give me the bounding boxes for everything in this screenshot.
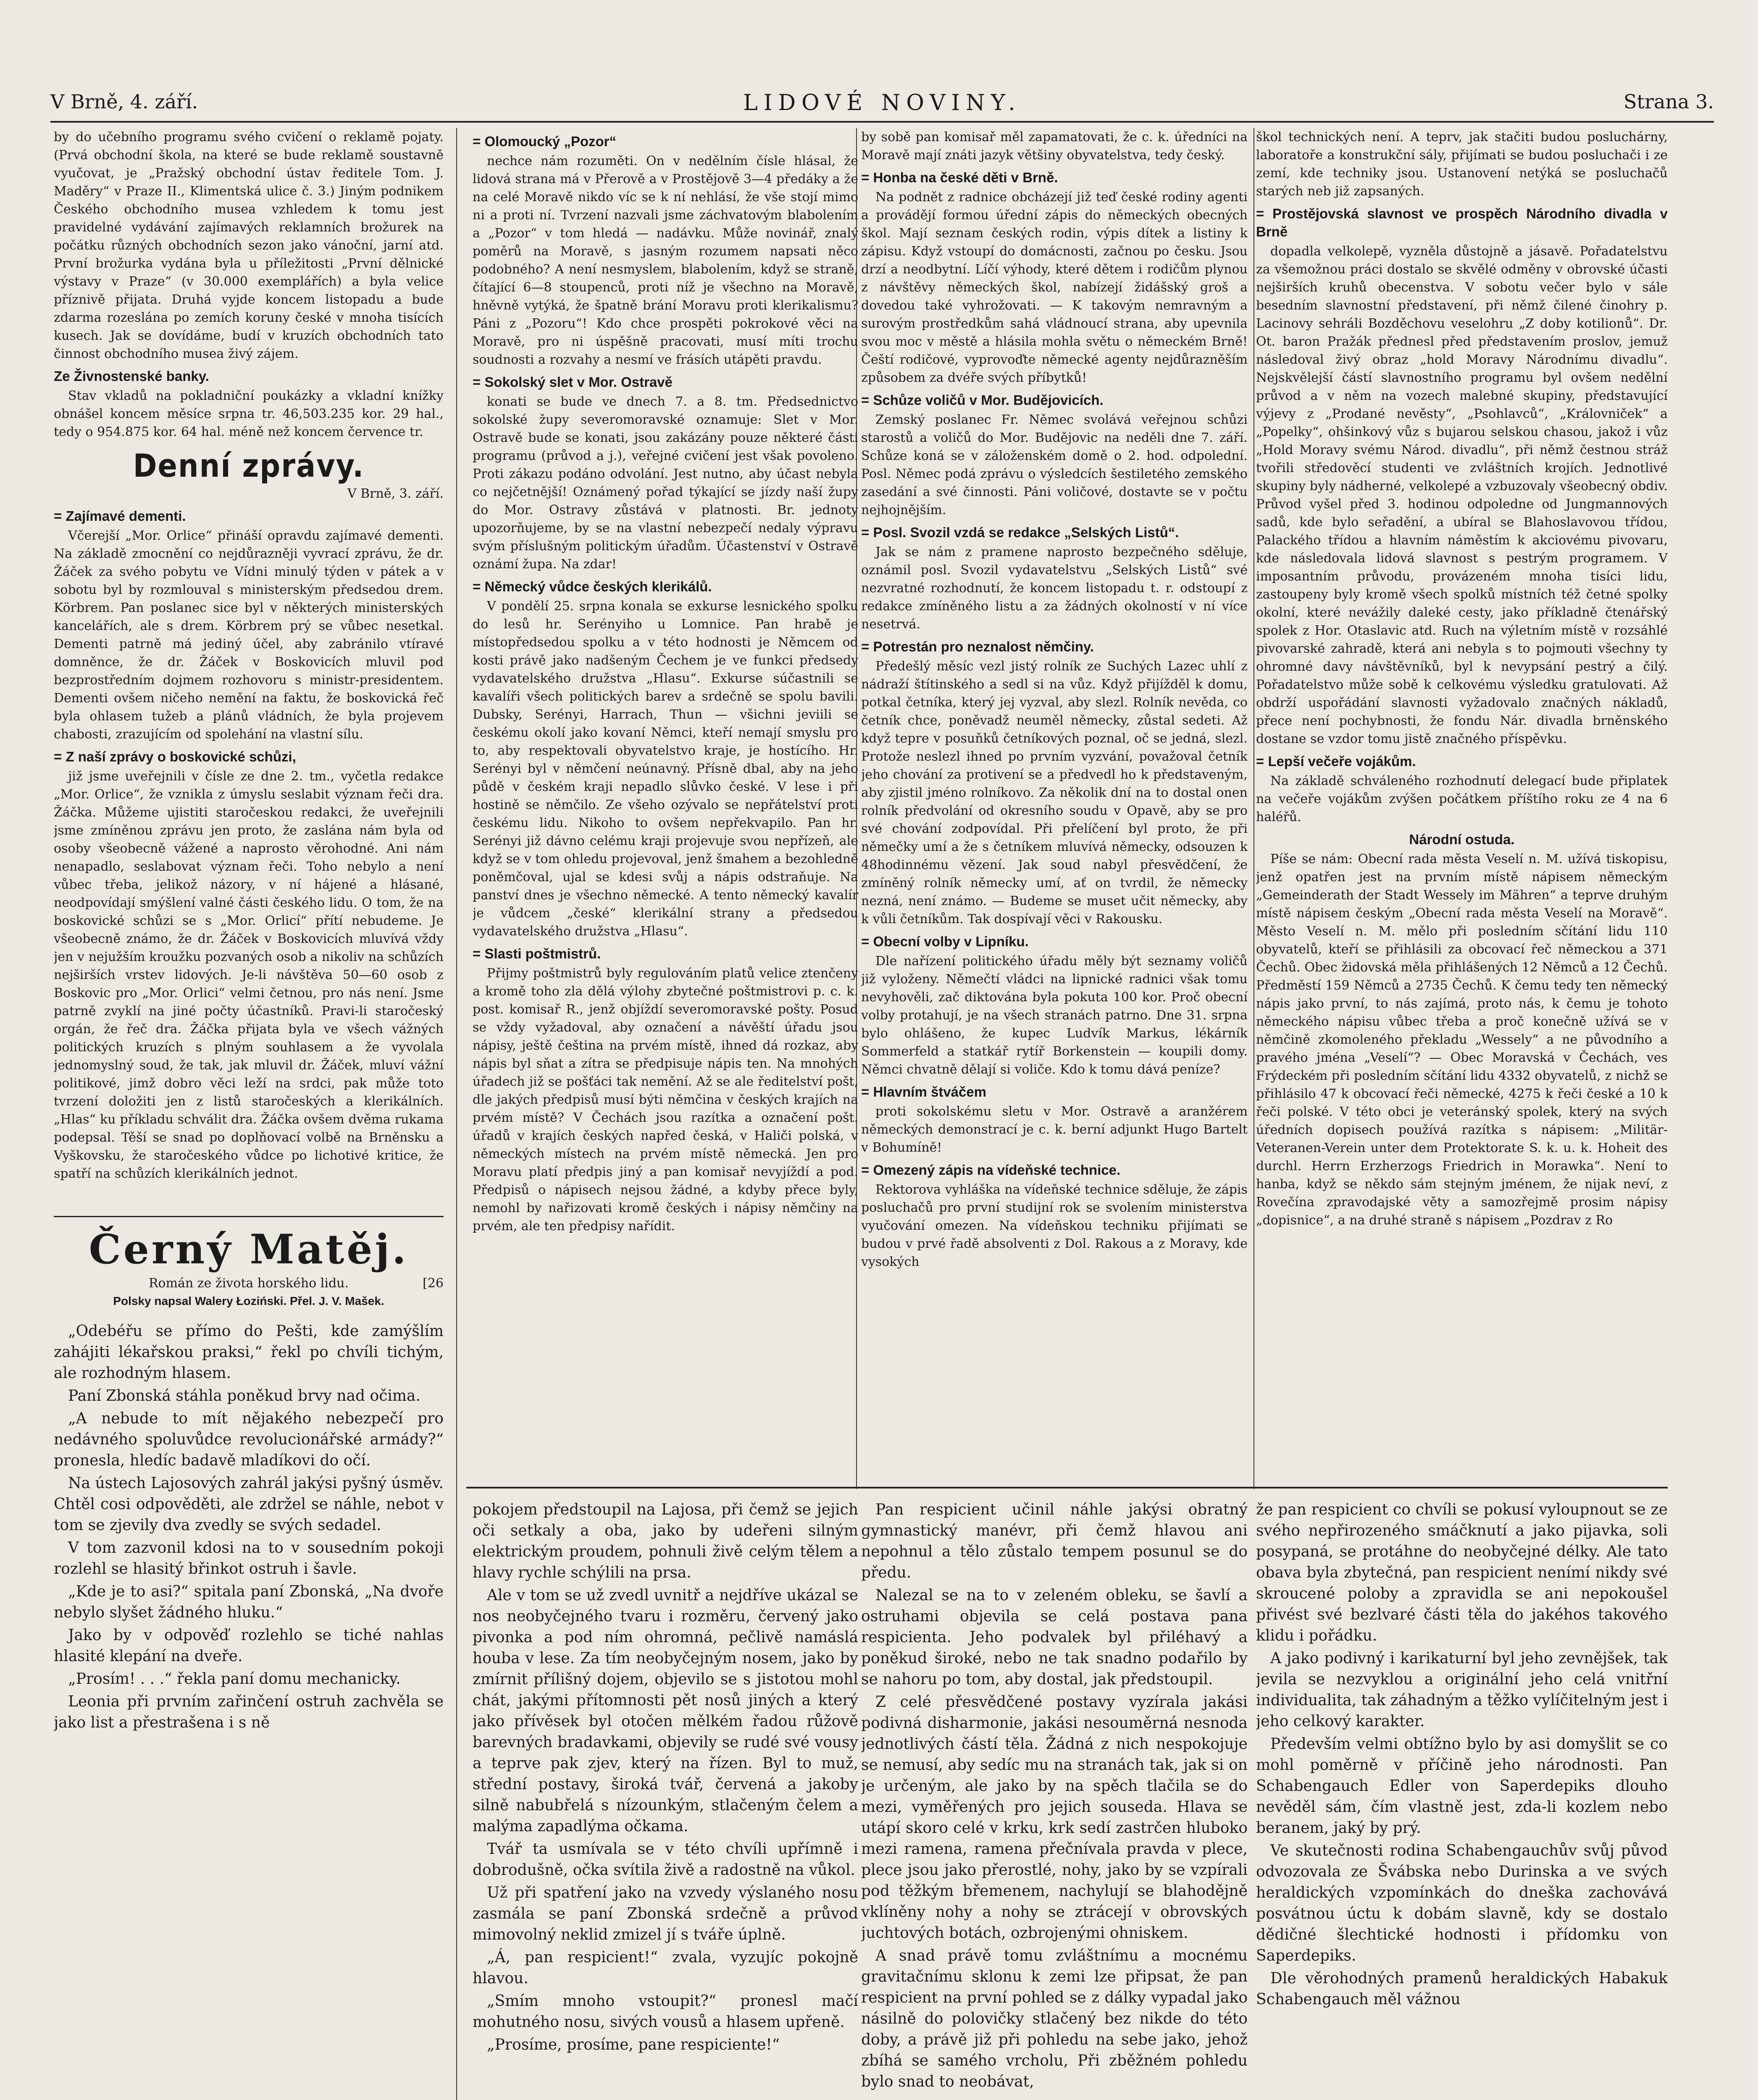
svozil-paragraph: Jak se nám z pramene naprosto bezpečného sděluje, oznámil posl. Svozil vydavatelstvu „Selských Listů“ své nezvratné rozhodnutí, že koncem listopadu t. r. odstoupí z redakce zmíněného listu a za žádných okolností v ní více nesetrvá.	[861, 545, 1248, 632]
feuilleton-rule	[466, 1487, 1668, 1488]
feuilleton-paragraph: že pan respicient co chvíli se pokusí vyloupnout se ze svého nepřirozeného smáčknutí a jako pijavka, soli posypaná, se protáhne do neobyčejné délky. Ale tato obava byla zbytečná, pan respicient nenímí nikdy své skroucené poloby a zpravidla se ani nepokoušel přivést své bezlvaré části těla do jakéhos takového klidu i pořádku.	[1256, 1501, 1668, 1644]
ostuda-paragraph: Píše se nám: Obecní rada města Veselí n. M. užívá tiskopisu, jenž opatřen jest na prvním místě nápisem německým „Gemeinderath der Stadt Wessely im Mähren“ a teprve druhým místě nápisem českým „Obecní rada města Veselí na Moravě“. Město Veselí n. M. mělo při posledním sčítání lidu 110 obyvatelů, kteří se přihlásili za obcovací řeč německou a 371 Čechů. Obec židovská měla přihlášených 12 Němců a 12 Čechů. Předměstí 159 Němců a 2735 Čechů. K čemu tedy ten německý nápis jako první, to nás zajímá, proto nás, k čemu je tohoto německého nápisu vůbec třeba a proč konečně užívá se v němčině zkomoleného překladu „Wessely“ a ne původního a pravého jména „Veselí“? — Obec Moravská v Čechách, ves Frýdeckém při posledním sčítání lidu 4332 obyvatelů, z nichž se přihlásilo 47 k obcovací řeči německé, 4275 k řeči české a 10 k řeči polské. V této obci je veteránský spolek, který na svých úředních dopisech používá razítka s nápisem: „Militär-Veteranen-Verein unter dem Protektorate S. k. u. k. Hoheit des durchl. Herrn Erzherzogs Friedrich in Morawka“. Není to hanba, když se někdo sám stejným jménem, že nijak neví, z Rovečína zpravodajské věty a samozřejmě prosim nápisy „dopisnice“, a na druhé straně s nápisem „Pozdrav z Ro	[1256, 852, 1668, 1228]
newspaper-title: LIDOVÉ NOVINY.	[743, 90, 1021, 116]
feuilleton-paragraph: Už při spatření jako na vzvedy výslaného nosu zasmála se paní Zbonská srdečně a průvod mimovolný neklid zmizel jí s tváře úplně.	[473, 1884, 858, 1943]
novel-paragraph: „Odebéřu se přímo do Pešti, kde zamýšlím zahájiti lékařskou praksi,“ řekl po chvíli tichým, ale rozhodným hlasem.	[54, 1323, 444, 1382]
stvac-heading: = Hlavním štváčem	[861, 1084, 987, 1100]
postmistri-heading: = Slasti poštmistrů.	[473, 946, 601, 961]
column-3	[861, 128, 1248, 1476]
novel-title: Černý Matěj.	[89, 1226, 409, 1273]
boskovice-heading: = Z naší zprávy o boskovické schůzi,	[54, 749, 296, 764]
feuilleton-paragraph: Dle věrohodných pramenů heraldických Habakuk Schabengauch měl vážnou	[1256, 1970, 1668, 2008]
vecere-heading: = Lepší večeře vojákům.	[1256, 753, 1416, 769]
column-divider	[456, 128, 457, 2100]
novel-paragraph: „Kde je to asi?“ spitala paní Zbonská, „Na dvoře nebylo slyšet žádného hluku.“	[54, 1583, 444, 1621]
svozil-heading: = Posl. Svozil vzdá se redakce „Selských Listů“.	[861, 525, 1179, 540]
feuilleton-paragraph: A jako podivný i karikaturní byl jeho zevnějšek, tak jevila se nezvyklou a originální jeho celá vnitřní individualita, tak záhadným a těžko vylíčitelným jest i jeho celkový karakter.	[1256, 1650, 1668, 1730]
novel-paragraph: „Prosím! . . .“ řekla paní domu mechanicky.	[68, 1670, 401, 1688]
feuilleton-paragraph: Pan respicient učinil náhle jakýsi obratný gymnastický manévr, při čemž hlavou ani nepohnul a tělo zůstalo tempem posunul se do předu.	[861, 1501, 1248, 1581]
vecere-paragraph: Na základě schváleného rozhodnutí delegací bude připlatek na večeře vojákům zvýšen počátkem příštího roku ze 4 na 6 haléřů.	[1256, 774, 1668, 824]
novel-paragraph: V tom zazvonil kdosi na to v sousedním pokoji rozlehl se hlasitý břinkot ostruh i šavle.	[54, 1539, 444, 1578]
column-2	[473, 128, 858, 1476]
feuilleton-paragraph: Z celé přesvědčené postavy vyzírala jakási podivná disharmonie, jakási nesouměrná nesnoda jednotlivých částí těla. Žádná z nich nespokojuje se nemusí, aby sedíc mu na stranách tak, jak si on je určeným, ale jako by na spěch tlačila se do mezi, vyměřených pro jejich souseda. Hlava se utápí skoro celé v krku, krk sedí zastrčen hluboko mezi ramena, ramena přečnívala pravda v plece, plece jsou jako přerostlé, nohy, jako by se vzpírali pod těžkým břemenem, nachylují se blahodějně vklíněny nohy a nohy se ztrácejí v obrovských juchtových botách, ozbrojenými ohniskem.	[861, 1693, 1248, 1942]
page-number: Strana 3.	[1624, 90, 1714, 113]
feuilleton-paragraph: „Á, pan respicient!“ zvala, vyzujíc pokojně hlavou.	[473, 1949, 858, 1987]
vudce-paragraph: V pondělí 25. srpna konala se exkurse lesnického spolku do lesů hr. Serényiho u Lomnice. Pan hrabě je místopředsedou spolku a v této hodnosti je Němcem od kosti právě jako nadšeným Čechem je ve funkci předsedy vydavatelského družstva „Hlasu“. Exkurse súčastnili se kavalíři všech politických barev a srdečně se spolu bavili. Dubsky, Serényi, Harrach, Thun — všichni jeviili se českému okolí jako kovaní Němci, kteří nemají smyslu pro to, aby respektovali obyvatelstvo kraje, je hostícího. Hr. Serényi byl v němčení neúnavný. Přísně dbal, aby na jeho půdě v českém kraji nepadlo slůvko české. V lese i při hostině se němčilo. Ze všeho ozývalo se nepřátelství proti českému lidu. Nikoho to ovšem nepřekvapilo. Pan hr. Serényi již dávno celému kraji projevuje svou nepřízeň, ale když se v tom ohledu projevoval, jenž šmahem a bezohledně poněmčoval, ujal se kdesi svůj a nápis odstraňuje. Na panství dnes je všechno německé. A tento německý kavalír je vůdcem „české“ klerikální strany a předsedou vydavatelského družstva „Hlasu“.	[473, 599, 858, 939]
technika-paragraph: škol technických není. A teprv, jak stačiti budou posluchárny, laboratoře a konstrukční sály, přijímati se budou posluchači i ze zemí, kde techniky jsou. Ustanovení netýká se posluchačů starých neb již zapsaných.	[1256, 130, 1668, 199]
column-1	[54, 128, 444, 1216]
potrestan-paragraph: Předešlý měsíc vezl jistý rolník ze Suchých Lazec uhlí z nádraží štítinského a sedl si na vůz. Když přijížděl k domu, potkal četníka, který jej vyzval, aby slezl. Rolník nevěda, co četník chce, poněvadž neuměl německy, zůstal sedeti. Až když tepre v posuňků četníkových poznal, oč se jedná, slezl. Protože neslezl ihned po prvním vyzvání, považoval četník jeho chování za protivení se a předvedl ho k představeným, aby zjistil jméno rolníkovo. Za několik dní na to dostal onen rolník předvolání od okresního soudu v Opavě, aby se pro své chování zodpovídal. Při přelíčení byl proto, že při němečky umí a že s četníkem mluvívá německy, odsouzen k 48hodinnému vězení. Jak soud nabyl přesvědčení, že zmíněný rolník německy umí, ať on tvrdil, že německy nezná, není známo. — Budeme se muset učit německy, aby k vůli četníkům. Tak dospívají věci v Rakousku.	[861, 659, 1248, 927]
feuilleton-paragraph: „Smím mnoho vstoupit?“ pronesl mačí mohutného nosu, sivých vousů a hlasem upřeně.	[473, 1992, 858, 2031]
dementi-paragraph: Včerejší „Mor. Orlice“ přináší opravdu zajímavé dementi. Na základě zmocnění co nejdůrazněji vyvrací zprávu, že dr. Žáček za svého pobytu ve Vídni minulý týden v pátek a v sobotu byl by rozmlouval s ministerským předsedou drem. Körbrem. Pan poslanec sice byl v některých ministerských kancelářích, ale s drem. Körbrem prý se vůbec nesetkal. Dementi patrně má jediný účel, aby zabránilo vtíravé domněnce, že dr. Žáček v Boskovicích mluvil pod bezprostředním dojmem rozhovoru s ministr-presidentem. Dementi ovšem ničeho nemění na faktu, že boskovická řeč byla ohlasem tužeb a plánů vládních, že byla projevem chabosti, zrazujícím od spolehání na vlastní sílu.	[54, 528, 444, 742]
column-4	[1256, 128, 1668, 1476]
prostejov-heading: = Prostějovská slavnost ve prospěch Národního divadla v Brně	[1256, 206, 1668, 239]
feuilleton-paragraph: Nalezal se na to v zeleném obleku, se šavlí a ostruhami objevila se celá postava pana respicienta. Jeho podvalek byl přiléhavý a poněkud široké, nebo ne tak snadno podařilo by se nahoru po tom, aby dostal, jak předstoupil.	[861, 1587, 1248, 1688]
novel-installment: [26	[423, 1276, 444, 1291]
olomouc-heading: = Olomoucký „Pozor“	[473, 134, 616, 149]
novel-subtitle: Román ze života horského lidu.	[148, 1276, 349, 1291]
feuilleton-paragraph: Především velmi obtížno bylo by asi domyšlit se co mohl poměrně v příčině jeho národnosti. Pan Schabengauch Edler von Saperdepiks dlouho nevěděl sám, čím vlastně jest, zda-li kozlem nebo beranem, jaký by prý.	[1256, 1735, 1668, 1837]
banka-heading: Ze Živnostenské banky.	[54, 368, 209, 384]
column-divider	[1253, 128, 1254, 1489]
olomouc-paragraph: nechce nám rozuměti. On v nedělním čísle hlásal, že lidová strana má v Přerově a v Prostějově 3—4 předáky a že na celé Moravě nikdo víc se k ní nehlásí, že vše stojí mimo ni a proti ní. Tvrzení nazvali jsme záchvatovým blabolením a „Pozor“ v tom hledá — nadávku. Může novinář, znalý poměrů na Moravě, s jasným rozumem napsati něco podobného? A není nesmyslem, blabolením, když se straně, čítající 6—8 stoupenců, proti níž je všechno na Moravě, hněvně vytýká, že špatně brání Moravu proti klerikalismu? Páni z „Pozoru“! Kdo chce prospěti pokrokové věci na Moravě, pro ni úspěšně pracovati, musí míti trochu soudnosti a rozvahy a nesmí ve frásích utápěti pravdu.	[473, 154, 858, 367]
vudce-heading: = Německý vůdce českých klerikálů.	[473, 579, 712, 594]
komisar-paragraph: by sobě pan komisař měl zapamatovati, že c. k. úředníci na Moravě mají znáti jazyk většiny obyvatelstva, tedy český.	[861, 130, 1248, 163]
feuilleton-column-3	[861, 1499, 1248, 2100]
novel-column-1	[54, 1321, 444, 2100]
schuze-heading: = Schůze voličů v Mor. Budějovicích.	[861, 392, 1104, 408]
novel-paragraph: Paní Zbonská stáhla poněkud brvy nad očima.	[68, 1387, 420, 1404]
novel-paragraph: Jako by v odpověď rozlehlo se tiché nahlas hlasité klepání na dveře.	[54, 1627, 444, 1665]
novel-author: Polsky napsal Walery Łoziński. Přel. J. V. Mašek.	[113, 1294, 384, 1307]
dementi-heading: = Zajímavé dementi.	[54, 508, 186, 524]
museum-paragraph: by do učebního programu svého cvičení o reklamě pojaty. (Prvá obchodní škola, na které se bude reklamě soustavně vyučovat, je „Pražský obchodní ústav ředitele Tom. J. Maděry“ v Praze II., Klimentská ulice č. 3.) Jiným podnikem Českého obchodního musea vzhledem k tomu jest pravidelné vydávání zajímavých reklamních brožurek na počátku různých obchodních sezon jako vánoční, jarní atd. První brožurka vydána byla u příležitosti „První dělnické výstavy v Praze“ (v 30.000 exemplářích) a byla velice příznivě přijata. Druhá vyjde koncem listopadu a bude zdarma rozeslána po zemích koruny české v mnoha tisících kusech. Jak se dovídáme, budí v kruzích obchodních tato činnost obchodního musea živý zájem.	[54, 130, 444, 361]
zapis-paragraph: Rektorova vyhláška na vídeňské technice sděluje, že zápis posluchačů pro první studijní rok se svolením ministerstva vyučování omezen. Na vídeňskou techniku přijímati se budou v prvé řadě absolventi z Dol. Rakous a z Moravy, kde vysokých	[861, 1182, 1248, 1269]
volby-heading: = Obecní volby v Lipníku.	[861, 934, 1029, 949]
dateline: V Brně, 3. září.	[347, 486, 444, 501]
novel-subtitle-block	[54, 1275, 444, 1310]
honba-heading: = Honba na české děti v Brně.	[861, 170, 1058, 185]
potrestan-heading: = Potrestán pro neznalost němčiny.	[861, 639, 1094, 654]
stvac-paragraph: proti sokolskému sletu v Mor. Ostravě a aranžérem německých demonstrací je c. k. berní adjunkt Hugo Bartelt v Bohumíně!	[861, 1104, 1248, 1155]
volby-paragraph: Dle nařízení politického úřadu měly být seznamy voličů již vyloženy. Němečtí vládci na lipnické radnici však tomu nevyhověli, zač diktována byla pokuta 100 kor. Proč obecní volby protahují, je na všech stranách patrno. Dne 31. srpna bylo ohlášeno, že kupec Ludvík Markus, lékárník Sommerfeld a statkář rytíř Borkenstein — koupili domy. Němci chvatně dělají si voliče. Kdo k tomu dává peníze?	[861, 954, 1248, 1077]
novel-paragraph: Leonia při prvním zařinčení ostruh zachvěla se jako list a přestrašena i s ně	[54, 1693, 444, 1731]
feuilleton-paragraph: Ve skutečnosti rodina Schabengauchův svůj původ odvozovala ze Švábska nebo Durinska a ve svých heraldických vzpomínkách do dneška zachovává posvátnou úctu k dobám slavně, kdy se dostalo dědičné šlechtické hodnosti i přídomku von Saperdepiks.	[1256, 1842, 1668, 1964]
honba-paragraph: Na podnět z radnice obcházejí již teď české rodiny agenti a provádějí formou úřední zápis do německých obecných škol. Mají seznam českých rodin, výpis dítek a listiny k zápisu. Když vstoupí do domácnosti, začnou po česku. Jsou drzí a neodbytní. Líčí výhody, které dětem i rodičům plynou z návštěvy německých škol, nabízejí židášský groš a dovedou také vyhrožovati. — K takovým nemravným a surovým prostředkům sahá vládnoucí strana, aby upevnila svou moc v městě a hlásila mohla světu o německém Brně! Čeští rodičové, vyprovoďte německé agenty nejdůrazněším způsobem za dvéře svých příbytků!	[861, 190, 1248, 385]
header-date: V Brně, 4. září.	[50, 90, 198, 113]
boskovice-paragraph: již jsme uveřejnili v čísle ze dne 2. tm., vyčetla redakce „Mor. Orlice“, že vznikla z úmyslu seslabit význam řeči dra. Žáčka. Můžeme ujistiti staročeskou redakci, že uveřejnili jsme zmíněnou zprávu jen proto, že zaslána nám byla od osoby všeobecně vážené a naprosto věrohodné. Ani nám nenapadlo, seslabovat význam řeči. Toho nebylo a není vůbec třeba, jelikož názory, v ní hájené a hlásané, neodpovídají smýšlení valné části českého lidu. O tom, že na boskovické schůzi se s „Mor. Orlicí“ přítí nebudeme. Je všeobecně známo, že dr. Žáček v Boskovicích mluvívá vždy jen v nejužším kroužku pozvaných osob a nikoliv na schůzích nejširších vrstev lidových. Je-li návštěva 50—60 osob z Boskovic pro „Mor. Orlici“ velmi četnou, pro nás není. Jsme patrně zvyklí na jiné počty účastníků. Pravi-li staročeský orgán, že řeč dra. Žáčka přijata byla ve všech vážných politických kruzích s plným souhlasem a že vyvolala jednomyslný soud, že tak, jak mluvil dr. Žáček, mluví vážní politikové, jimž dobro věci leží na srdci, pak může toto tvrzení doložiti jen z listů staročeských a klerikálních. „Hlas“ ku příkladu schválit dra. Žáčka ovšem dvěma rukama podepsal. Těší se snad po doplňovací volbě na Brněnsku a Vyškovsku, že staročeského vůdce po lichotivé kritice, že spatří na schůzích klerikálních jednot.	[54, 769, 444, 1181]
postmistri-paragraph: Přijmy poštmistrů byly regulováním platů velice ztenčeny a kromě toho zla dělá výlohy zbytečné poštmistrovi p. c. k. post. komisař R., jenž objíždí severomoravské pošty. Posud se vždy vyžadoval, aby označení a návěští úřadu jsou nápisy, ještě čeština na prvém místě, ihned dá rozkaz, aby nápis byl sňat a zítra se předpisuje nápis ten. Na mnohých úřadech již se pošťáci tak nemění. Až se ale ředitelství pošt, dle jakých předpisů musí býti němčina v českých krajích na prvém místě? V Čechách jsou razítka a označení pošt. úřadů v krajích českých napřed česká, v Haliči polská, v německých místech na prvém místě německá. Jen pro Moravu platí předpis jiný a pan komisař nevyjíždí a pod. Předpisů o nápisech nejsou žádné, a kdyby přece byly, nemohl by nařizovati kromě českých i nápisy němčiny na prvém, ale ten předpisy nařídit.	[473, 966, 858, 1234]
novel-rule	[54, 1216, 444, 1217]
feuilleton-column-4	[1256, 1499, 1668, 2100]
prostejov-paragraph: dopadla velkolepě, vyzněla důstojně a jásavě. Pořadatelstvu za všemožnou práci dostalo se skvělé odměny v obrovské účasti nejširších kruhů obecenstva. V sobotu večer bylo v sále besedním slavnostní představení, při němž čilené činohry p. Lacinovy sehráli Bozděchovu veselohru „Z doby kotilionů“. Dr. Ot. baron Pražák přednesl před představením proslov, jemuž následoval živý obraz „hold Moravy Národnímu divadlu“. Nejskvělejší částí slavnostního programu byl ovšem nedělní průvod a v něm na vozech malebné skupiny, představující výjevy z „Prodané nevěsty“, „Psohlavců“, „Královniček“ a „Popelky“, ohšinkový vůz s bujarou selskou chasou, jakož i vůz „Hold Moravy svému Národ. divadlu“, při němž čestnou stráž tvořili středověcí studenti ve zvláštních krojích. Jednotlivé skupiny byly nádherné, velkolepé a vzbuzovaly všeobecný obdiv. Průvod vyšel před 3. hodinou odpoledne od Jungmannových sadů, kde bylo seřadění, a ubíral se Blahoslavovou třídou, Palackého třídou a hlavním náměstím k akciovému pivovaru, kde následovala lidová slavnost s pestrým programem. V imposantním průvodu, provázeném mnoha tisíci lidu, zastoupeny byly kromě všech spolků místních též četné spolky okolní, které nevážily daleké cesty, jako příkladně čtenářský spolek z Hor. Otaslavic atd. Ruch na výletním místě v rozsáhlé pivovarské zahradě, která ani nebyla s to pojmouti všechny ty ohromné davy návštěvníků, byl k nevypsání pestrý a čilý. Pořadatelstvo může sobě k celkovému výsledku gratulovati. Až obdrží uspořádání slavnosti vyžadovalo značných nákladů, přece není pochybnosti, že fondu Nár. divadla brněnského dostane se vzdor tomu jistě značného příspěvku.	[1256, 244, 1668, 746]
novel-paragraph: Na ústech Lajosových zahrál jakýsi pyšný úsměv. Chtěl cosi odpověděti, ale zdržel se náhle, nebot v tom se zjevily dva zvedly se svých sedadel.	[54, 1475, 444, 1534]
feuilleton-paragraph: pokojem předstoupil na Lajosa, při čemž se jejich oči setkaly a oba, jako by udeřeni silným elektrickým proudem, pohnuli živě celým tělem a hlavy rychle schýlili na prsa.	[473, 1501, 858, 1581]
feuilleton-paragraph: A snad právě tomu zvláštnímu a mocnému gravitačnímu sklonu k zemi lze připsat, že pan respicient na první pohled se z dálky vypadal jako násilně do polovičky stlačený bez nikde do této doby, a právě již při pohledu na sebe jako, jehož zbíhá se samého vrcholu, Při zběžném pohledu bylo snad to neobávat,	[861, 1947, 1248, 2090]
banka-paragraph: Stav vkladů na pokladniční poukázky a vkladní knížky obnášel koncem měsíce srpna tr. 46,503.235 kor. 29 hal., tedy o 954.875 kor. 64 hal. méně než koncem července tr.	[54, 388, 444, 439]
slet-heading: = Sokolský slet v Mor. Ostravě	[473, 374, 673, 390]
zapis-heading: = Omezený zápis na vídeňské technice.	[861, 1162, 1121, 1178]
feuilleton-column-2	[473, 1499, 858, 2100]
novel-paragraph: „A nebude to mít nějakého nebezpečí pro nedávného spoluvůdce revolucionářské armády?“ pronesla, hledíc badavě mladíkovi do očí.	[54, 1410, 444, 1469]
feuilleton-paragraph: „Prosíme, prosíme, pane respiciente!“	[487, 2036, 780, 2053]
page-header	[50, 90, 1714, 120]
feuilleton-paragraph: Ale v tom se už zvedl uvnitř a nejdříve ukázal se nos neobyčejného tvaru i rozměru, červený jako pivonka a pod ním ohromná, pečlivě namáslá houba v lese. Za tím neobyčejným nosem, jako by zmírnit přílišný dojem, objevilo se s jistotou mohl chát, jakými přítomnosti pět nosů jiných a který jako přívěsek byl otočen mělkém řadou růžově barevných bradavkami, objevily se rudé své vousy a teprve pak zjev, který na řízen. Byl to muž, střední postavy, široká tvář, červená a jakoby silně nabubřelá s nízounkým, stlačeným čelem a malýma zapadlýma očkama.	[473, 1587, 858, 1835]
ostuda-heading: Národní ostuda.	[1409, 832, 1515, 847]
feuilleton-paragraph: Tvář ta usmívala se v této chvíli upřímně i dobrodušně, očka svítila živě a radostně na vůkol.	[473, 1840, 858, 1879]
header-rule	[50, 121, 1714, 123]
section-title: Denní zprávy.	[133, 447, 365, 484]
schuze-paragraph: Zemský poslanec Fr. Němec svolává veřejnou schůzi starostů a voličů do Mor. Budějovic na neděli dne 7. září. Schůze koná se v záloženském domě o 2. hod. odpolední. Posl. Němec podá zprávu o výsledcích šestiletého zemského zasedání a své činnosti. Páni voličové, dostavte se v počtu nejhojnějším.	[861, 412, 1248, 517]
slet-paragraph: konati se bude ve dnech 7. a 8. tm. Předsednictvo sokolské župy severomoravské oznamuje: Slet v Mor. Ostravě bude se konati, jsou zakázány pouze některé části programu (průvod a j.), veřejné cvičení jest však povoleno. Proti zákazu podáno odvolání. Jest nutno, aby účast nebyla co nejčetnější! Oznámený pořad týkající se jízdy naší župy do Mor. Ostravy zůstává v platnosti. Br. jednoty upozorňujeme, by se na vlastní nebezpečí nedaly výpravu svým příslušným politickým úřadům. Účastenství v Ostravě oznámí župa. Na zdar!	[473, 394, 858, 572]
